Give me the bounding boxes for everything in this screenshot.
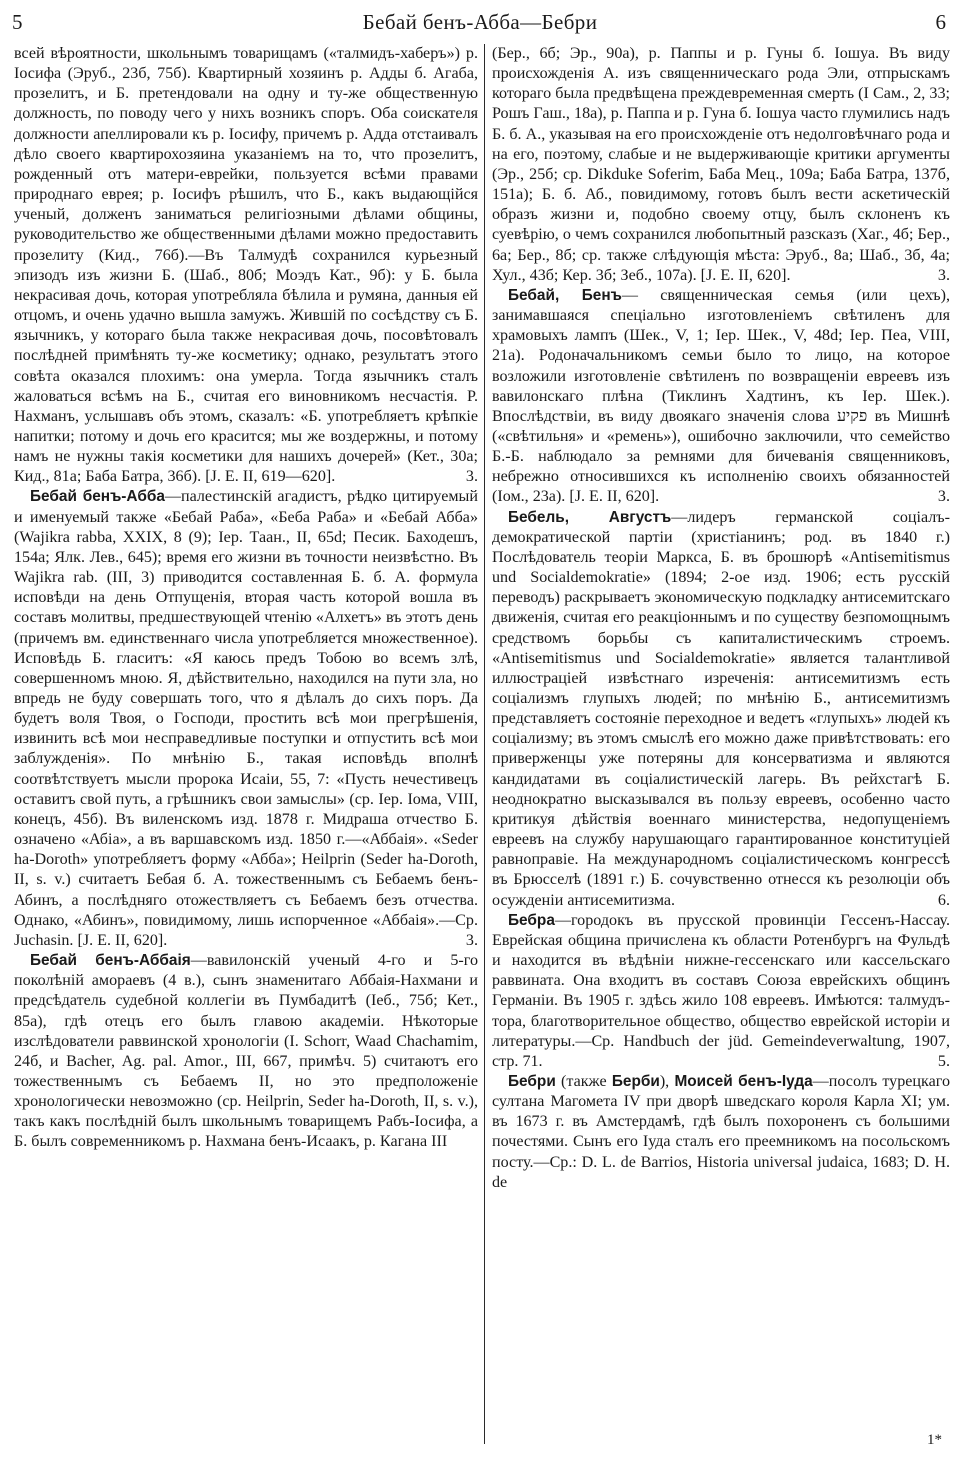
- signature-mark: 1*: [927, 1432, 942, 1448]
- column-divider: [484, 44, 485, 1444]
- running-title: Бебай бенъ-Абба—Бебри: [362, 10, 598, 34]
- entry-headword: Бебай бенъ-Аббаія: [30, 952, 191, 970]
- page-header: [10, 8, 950, 38]
- author-signature: 3.: [937, 488, 950, 506]
- entry-headword-name: Моисей бенъ-Іуда: [674, 1072, 813, 1090]
- entry-headword: Бебри: [508, 1072, 556, 1090]
- author-signature: 5.: [937, 1052, 950, 1070]
- author-signature: 6.: [937, 891, 950, 909]
- page-number-right: 6: [935, 10, 946, 34]
- entry-bebel-august: [492, 508, 950, 911]
- author-signature: 3.: [465, 931, 478, 949]
- entry-bebra: [492, 911, 950, 1072]
- entry-text: (также: [555, 1072, 612, 1090]
- entry-continuation: [492, 44, 950, 286]
- author-signature: 3.: [937, 266, 950, 284]
- entry-text: —посолъ турецкаго султана Магомета IV при дворѣ шведскаго короля Карла XI; ум. въ 1673 г. въ Амстердамѣ, гдѣ былъ похороненъ съ большими почестями. Сынъ его Іуда сталъ его преемникомъ на посольскомъ посту.—Ср.: D. L. de Barrios, Historia universal judaica, 1683; D. H. de: [492, 1072, 950, 1191]
- entry-headword-variant: Берби: [611, 1072, 660, 1090]
- entry-bebri: [492, 1072, 950, 1193]
- entry-bebai-ben-abbaia: [14, 951, 478, 1153]
- entry-bebai-ben: [492, 286, 950, 508]
- entry-headword: Бебай бенъ-Абба: [30, 488, 165, 506]
- entry-headword: Бебра: [508, 911, 555, 929]
- entry-headword: Бебай, Бенъ: [508, 286, 622, 304]
- entry-text: —городокъ въ прусской провинціи Гессенъ-Нассау. Еврейская община причислена къ области Ротенбургъ на Фульдѣ и находится въ вѣдѣніи нижне-гессенскаго или кассельскаго раввината. Она входитъ въ составъ Союза еврейскихъ общинъ Германіи. Въ 1905 г. здѣсь жило 108 евреевъ. Имѣются: талмудъ-тора, благотворительное общество, общество еврейской исторіи и литературы.—Ср. Handbuch der jüd. Gemeindeverwaltung, 1907, стр. 71.: [492, 911, 950, 1070]
- entry-text: —лидеръ германской соціалъ-демократической партіи (христіанинъ; род. въ 1840 г.) Послѣдователь теоріи Маркса, Б. въ брошюрѣ «Antisemitismus und Socialdemokratie» (1894; 2-ое изд. 1906; есть русскій переводъ) раскрываетъ экономическую подкладку антисемитскаго движенія, считая его реакціоннымъ и по существу безпомощнымъ средствомъ борьбы съ капиталистическимъ строемъ. «Antisemitismus und Socialdemokratie» является талантливой иллюстраціей извѣстнаго изреченія: антисемитизмъ есть соціализмъ глупыхъ людей; по мнѣнію Б., антисемитизмъ представляетъ состояніе переходное и ведетъ «глупыхъ» людей къ соціализму; въ этомъ смыслѣ его можно даже привѣтствовать: его приверженцы уже потеряны для консерватизма и являются кандидатами въ соціалистическій лагерь. Въ рейхстагѣ Б. неоднократно высказывался въ пользу евреевъ, особенно часто критикуя дѣйствія военнаго министерства, недопущеніемъ евреевъ на службу нарушающаго гарантированное конституціей равноправіе. На международномъ соціалистическомъ конгрессѣ въ Брюсселѣ (1891 г.) Б. сочувственно отнесся къ резолюціи объ осужденіи антисемитизма.: [492, 508, 950, 909]
- entry-text: всей вѣроятности, школьнымъ товарищамъ («талмидъ-хаберъ») р. Іосифа (Эруб., 23б, 75б). Квартирный хозяинъ р. Адды б. Агаба, прозелитъ, и Б. претендовали на одну и ту-же общественную должность, по поводу чего у нихъ возникъ споръ. Оба соискателя должности апеллировали къ р. Іосифу, причемъ р. Адда отстаивалъ дѣло своего квартирохозяина указаніемъ на то, что прозелитъ, рожденный отъ матери-еврейки, пользуется всѣми правами природнаго еврея; р. Іосифъ рѣшилъ, что Б., какъ выдающійся ученый, долженъ заниматься религіозными дѣлами общины, руководительство же общественными дѣлами можно предоставить прозелиту (Кид., 76б).—Въ Талмудѣ сохранился курьезный эпизодъ изъ жизни Б. (Шаб., 80б; Моэдъ Кат., 9б): у Б. была некрасивая дочь, которая употребляла бѣлила и румяна, данныя ей отцомъ, и очень удачно вышла замужъ. Жившій по сосѣдству съ Б. язычникъ, у котораго была также некрасивая дочь, посовѣтовалъ послѣдней примѣнять ту-же косметику; однако, результатъ этого совѣта оказался плохимъ: она умерла. Тогда язычникъ сталъ жаловаться всѣмъ на Б., считая его виновникомъ несчастія. Р. Нахманъ, услышавъ объ этомъ, сказалъ: «Б. употребляетъ крѣпкіе напитки; потому и дочь его красится; мы же воздержны, и потому намъ не нужны такія косметики для нашихъ дочерей» (Кет., 30а; Кид., 81а; Баба Батра, 36б). [J. E. II, 619—620].: [14, 45, 478, 486]
- left-column: [14, 44, 478, 1444]
- entry-text: —вавилонскій ученый 4-го и 5-го поколѣній амораевъ (4 в.), сынъ знаменитаго Аббаія-Нахмани и предсѣдатель судебной коллегіи въ Пумбадитѣ (Іеб., 75б; Кет., 85а), гдѣ отецъ его былъ главою академіи. Нѣкоторые изслѣдователи раввинской хронологіи (I. Schorr, Waad Chachamim, 24б, и Bacher, Ag. pal. Amor., III, 667, примѣч. 5) считаютъ его тожественнымъ съ Бебаемъ II, но это предположеніе хронологически невозможно (ср. Heilprin, Seder ha-Doroth, II, s. v.), такъ какъ послѣдній былъ школьнымъ товарищемъ Рабъ-Іосифа, а Б. былъ современникомъ р. Нахмана бенъ-Исаакъ, р. Кагана III: [14, 952, 478, 1151]
- entry-continuation: [14, 44, 478, 487]
- entry-text: — священническая семья (или цехъ), занимавшаяся спеціально изготовленіемъ свѣтиленъ для храмовыхъ лампъ (Шек., V, 1; Іер. Шек., V, 48d; Іер. Пеа, VIII, 21а). Родоначальникомъ семьи было то лицо, на которое возложили изготовленіе свѣтиленъ по возвращеніи евреевъ изъ вавилонскаго плѣна (Тиклинъ Хадтинъ, къ Іер. Шек.). Впослѣдствіи, въ виду двоякаго значенія слова פקיע въ Мишнѣ («свѣтильня» и «ремень»), ошибочно заключили, что семейство Б.-Б. наблюдало за ремнями для бичеванія священниковъ, небрежно относившихся къ исполненію своихъ обязанностей (Іом., 23а). [J. E. II, 620].: [492, 286, 950, 506]
- entry-headword: Бебель, Августъ: [508, 508, 672, 526]
- page-number-left: 5: [12, 10, 23, 34]
- entry-text: —палестинскій агадистъ, рѣдко цитируемый и именуемый также «Бебай Раба», «Беба Раба» и «Бебай Абба» (Wajikra rabba, XXIX, 8 (9); Іер. Таан., II, 65d; Песик. Баходешъ, 154а; Ялк. Лев., 645); время его жизни въ точности неизвѣстно. Въ Wajikra rab. (III, 3) приводится составленная Б. б. А. формула исповѣди на день Отпущенія, вторая часть которой вошла въ составъ молитвы, предшествующей чтенію «Алхетъ» въ этотъ день (причемъ вм. единственнаго числа употребляется множественное). Исповѣдь Б. гласитъ: «Я каюсь предъ Тобою во всемъ злѣ, совершенномъ мною. Я, дѣйствительно, находился на пути зла, но впредь не буду совершать того, что я дѣлалъ до сихъ поръ. Да будетъ воля Твоя, о Господи, простить всѣ мои прегрѣшенія, извинить всѣ мои несправедливые поступки и отпустить всѣ мои заблужденія». По мнѣнію Б., такая исповѣдь вполнѣ соотвѣтствуетъ мысли пророка Исаіи, 55, 7: «Пусть нечестивецъ оставитъ свой путь, а грѣшникъ свои замыслы» (ср. Іер. Іома, VIII, конецъ, 45б). Въ виленскомъ изд. 1878 г. Мидраша отчество Б. означено «Абіа», а въ варшавскомъ изд. 1850 г.—«Аббаія». «Seder ha-Doroth» употребляетъ форму «Абба»; Heilprin (Seder ha-Doroth, II, s. v.) считаетъ Бебая б. А. тожественнымъ съ Бебаемъ бенъ-Абинъ, а послѣдняго отожествляетъ съ Бебаемъ безъ отчества. Однако, «Абинъ», повидимому, лишь испорченное «Аббаія».—Ср. Juchasin. [J. E. II, 620].: [14, 488, 478, 949]
- entry-bebai-ben-abba: [14, 487, 478, 951]
- entry-text: ),: [659, 1072, 675, 1090]
- right-column: [492, 44, 950, 1444]
- entry-text: (Бер., 6б; Эр., 90а), р. Паппы и р. Гуны б. Іошуа. Въ виду происхожденія А. изъ священническаго рода Эли, отпрыскамъ котораго была предвѣщена преждевременная смерть (I Сам., 2, 33; Рошъ Гаш., 18а), р. Паппа и р. Гуна б. Іошуа часто глумились надъ Б. б. А., указывая на его происхожденіе отъ недолговѣчнаго рода и на его, поэтому, слабые и не выдерживающіе критики аргументы (Эр., 25б; ср. Dikduke Soferim, Баба Мец., 109а; Баба Батра, 137б, 151а); Б. б. Аб., повидимому, готовъ былъ вести аскетическій образъ жизни и, подобно своему отцу, былъ склоненъ къ суевѣрію, о чемъ сохранился любопытный разсказъ (Хаг., 4б; Бер., 6а; Бер., 8б; ср. также слѣдующія мѣста: Эруб., 8а; Шаб., 3б, 4а; Хул., 43б; Кер. 3б; Зеб., 107а). [J. E. II, 620].: [492, 45, 950, 284]
- author-signature: 3.: [465, 468, 478, 486]
